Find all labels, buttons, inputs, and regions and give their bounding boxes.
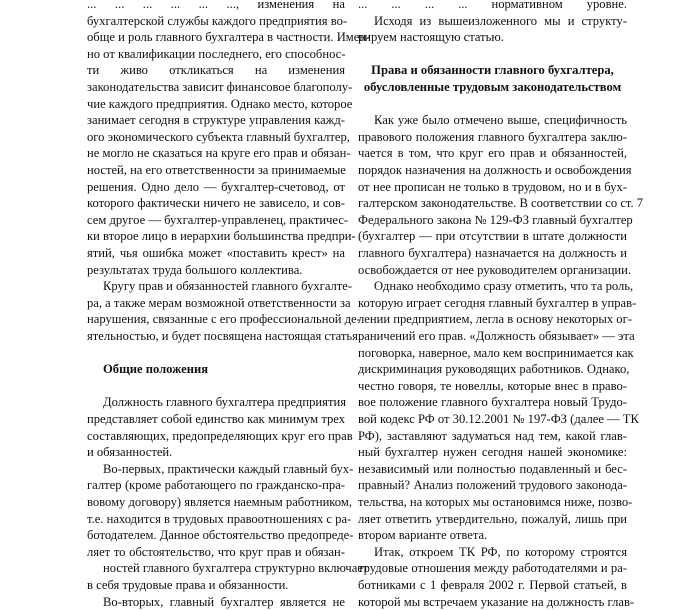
- text-line: ра, а также мерам возможной ответственности за: [87, 295, 351, 310]
- text-line: поговорка, наверное, мало кем воспринимается как: [358, 345, 634, 360]
- text-line: главного бухгалтера) назначается на должность и: [358, 246, 627, 260]
- text-line: освобождается от нее руководителем организации.: [358, 262, 632, 277]
- text-line: правового положения главного бухгалтера заклю-: [358, 129, 627, 144]
- text-line: ный бухгалтер нужен сегодня нашей экономике:: [358, 445, 627, 460]
- text-line: Должность главного бухгалтера предприятия: [103, 395, 346, 410]
- text-line: которую играет сегодня главный бухгалтер в управ-: [358, 295, 637, 310]
- section-heading: Общие положения: [103, 362, 209, 377]
- text-line: галтер (кроме работающего по гражданско-пра-: [87, 478, 345, 493]
- text-line: ятий, чья ошибка может «поставить крест» на: [87, 246, 345, 260]
- text-line: ностей главного бухгалтера структурно включает: [103, 561, 369, 576]
- text-line: решения. Одно дело — бухгалтер-счетовод, от: [87, 179, 345, 194]
- text-line: законодательства зависит финансовое благополу-: [87, 80, 353, 94]
- text-line: чается в том, что круг его прав и обязанностей,: [358, 146, 627, 161]
- text-line: вой кодекс РФ от 30.12.2001 № 197-ФЗ (далее — ТК: [358, 412, 639, 426]
- text-line: сем другое — бухгалтер-управленец, практичес-: [87, 212, 349, 227]
- text-line: Во-вторых, главный бухгалтер является не: [103, 594, 345, 609]
- text-line: Кругу прав и обязанностей главного бухгалте-: [103, 279, 353, 294]
- text-line: ти живо откликаться на изменения: [87, 63, 345, 78]
- text-line: втором варианте ответа.: [358, 528, 488, 543]
- text-line: ностей, на его ответственности за принимаемые: [87, 163, 346, 177]
- text-line: не могло не сказаться на круге его прав и обязан-: [87, 146, 351, 161]
- text-line: дискриминация руководящих работников. Однако,: [358, 362, 630, 377]
- text-line: ... ... ... ... ... ..., изменения на: [87, 0, 345, 11]
- section-heading: обусловленные трудовым законодательством: [363, 80, 622, 94]
- text-line: лении предприятием, легла в основу некоторых ог-: [358, 312, 632, 327]
- text-line: Однако необходимо сразу отметить, что та роль,: [374, 279, 634, 294]
- text-line: ляет то обстоятельство, что круг прав и обязан-: [87, 544, 345, 559]
- text-line: галтерском законодательстве. В соответствии со ст. 7: [358, 196, 644, 211]
- text-line: т.е. находится в трудовых правоотношениях с ра-: [87, 511, 352, 526]
- text-line: бухгалтерской службы каждого предприятия во-: [87, 13, 348, 28]
- text-line: порядок назначения на должность и освобождения: [358, 163, 632, 177]
- text-line: честно говоря, те новеллы, которые внес в право-: [358, 378, 627, 393]
- text-line: представляет собой единство как минимум трех: [87, 412, 345, 426]
- text-line: ятельностью, и будет посвящена настоящая статья.: [87, 329, 362, 343]
- text-line: вовому договору) является наемным работником,: [87, 495, 352, 509]
- text-line: правный? Анализ положений трудового законода-: [358, 478, 627, 493]
- text-line: результатах труда большого коллектива.: [87, 262, 303, 277]
- text-line: ого экономического субъекта главный бухгалтер,: [87, 129, 350, 144]
- text-line: тельства, на которых мы остановимся ниже, позво-: [358, 495, 633, 509]
- text-line: РФ), заставляют задуматься над тем, какой глав-: [358, 428, 627, 443]
- text-line: ботодателем. Данное обстоятельство предопреде-: [87, 528, 354, 543]
- text-line: занимает сегодня в структуре управления кажд-: [87, 113, 345, 128]
- text-line: рируем настоящую статью.: [358, 30, 504, 45]
- text-line: ляет ответить утвердительно, пожалуй, лишь при: [358, 511, 627, 526]
- section-heading: Права и обязанности главного бухгалтера,: [371, 63, 614, 78]
- text-line: Во-первых, практически каждый главный бух-: [103, 461, 354, 476]
- text-line: Федерального закона № 129-ФЗ главный бухгалтер: [358, 212, 633, 227]
- text-line: составляющих, предопределяющих круг его прав: [87, 428, 353, 443]
- text-line: ботниками с 1 февраля 2002 г. Первой статьей, в: [358, 578, 627, 592]
- text-line: Исходя из вышеизложенного мы и структу-: [374, 13, 627, 28]
- text-line: раничений его прав. «Должность обязывает» — эта: [358, 329, 635, 343]
- text-line: которого фактически ничего не зависело, и сов-: [87, 196, 345, 211]
- text-line: ки второе лицо в иерархии большинства предпри-: [87, 229, 356, 244]
- text-line: Как уже было отмечено выше, специфичность: [374, 113, 627, 128]
- text-line: которой мы встречаем указание на должность глав-: [358, 594, 635, 609]
- text-line: и обязанностей.: [87, 445, 173, 460]
- text-line: но от квалификации последнего, его способнос-: [87, 46, 346, 61]
- text-line: в себя трудовые права и обязанности.: [87, 578, 289, 592]
- text-line: обще и роль главного бухгалтера в частности. Имен-: [87, 30, 371, 45]
- text-line: нарушения, связанные с его профессиональной де-: [87, 312, 361, 327]
- text-line: трудовые отношения между работодателями и ра-: [358, 561, 627, 576]
- text-line: ... ... ... ... нормативном уровне.: [358, 0, 627, 11]
- text-line: Итак, откроем ТК РФ, по которому строятся: [374, 544, 627, 559]
- text-line: вое положение главного бухгалтера новый Трудо-: [358, 395, 627, 410]
- text-line: независимый или полностью подавленный и бес-: [358, 461, 627, 476]
- text-line: чие каждого предприятия. Однако место, которое: [87, 96, 353, 111]
- text-line: (бухгалтер — при отсутствии в штате должности: [358, 229, 627, 244]
- text-line: от нее прописан не только в трудовом, но и в бух-: [358, 179, 627, 194]
